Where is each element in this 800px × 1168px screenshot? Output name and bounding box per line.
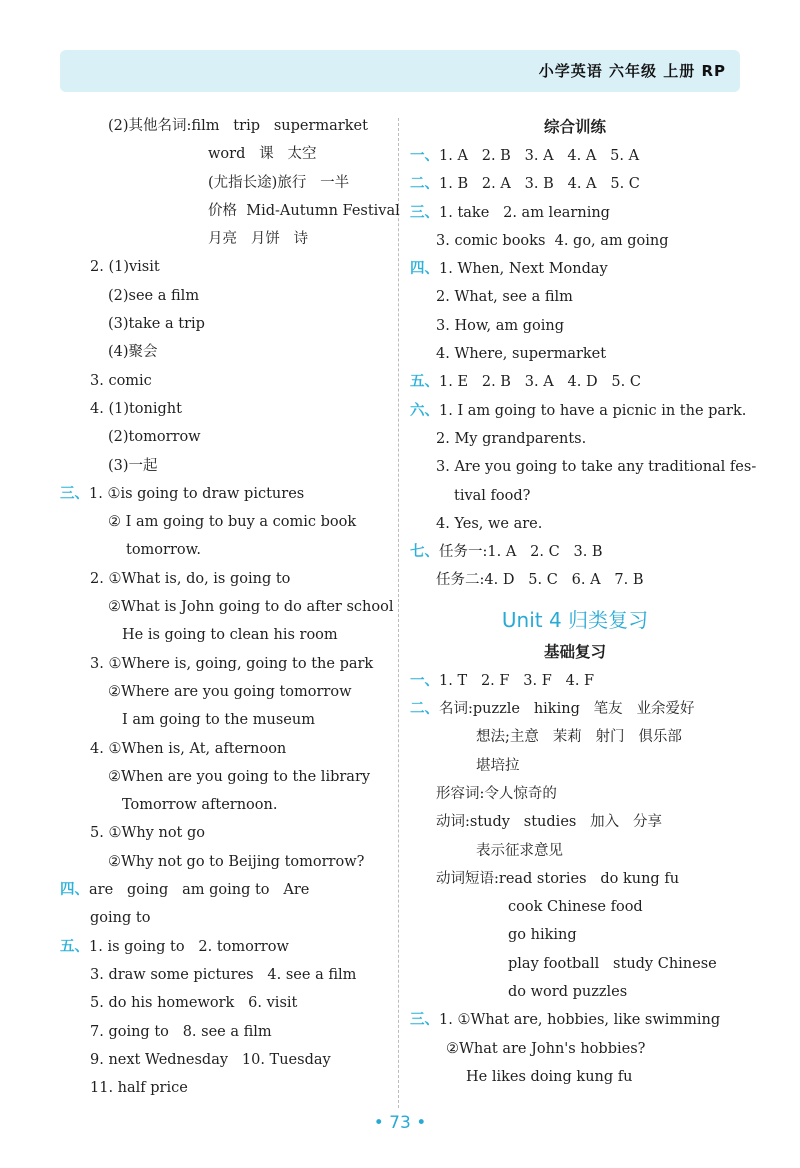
answer-text: Tomorrow afternoon.: [122, 797, 278, 814]
answer-line: [60, 1018, 394, 1046]
answer-text: 9. next Wednesday 10. Tuesday: [90, 1051, 331, 1068]
page-number: • 73 •: [373, 1113, 427, 1133]
answer-text: 2. What, see a film: [436, 289, 573, 306]
answer-line: [60, 848, 394, 876]
answer-text: (3)take a trip: [108, 316, 205, 333]
section-marker: 七、: [410, 544, 439, 561]
answer-line: [60, 763, 394, 791]
answer-line: [410, 950, 740, 978]
section-marker: 三、: [410, 1012, 439, 1029]
answer-line: [60, 933, 394, 961]
answer-text: 名词:puzzle hiking 笔友 业余爱好: [439, 701, 695, 718]
answer-text: 3. ①Where is, going, going to the park: [90, 655, 374, 672]
answer-line: [410, 170, 740, 198]
answer-text: 3. How, am going: [436, 317, 565, 334]
section-marker: 四、: [410, 261, 439, 278]
answer-line: [410, 893, 740, 921]
section-title-basic: 基础复习: [543, 642, 606, 661]
answer-text: play football study Chinese: [508, 955, 717, 972]
answer-text: 3. draw some pictures 4. see a film: [90, 966, 357, 983]
answer-text: 3. comic: [90, 372, 152, 389]
answer-text: word 课 太空: [208, 146, 317, 163]
answer-line: [410, 752, 740, 780]
answer-line: [410, 921, 740, 949]
answer-text: going to: [90, 910, 151, 927]
answer-line: [60, 650, 394, 678]
answer-line: [60, 112, 394, 140]
answer-line: [410, 453, 757, 481]
answer-text: 堪培拉: [476, 757, 520, 774]
answer-text: ② I am going to buy a comic book: [108, 514, 357, 531]
answer-text: 4. Where, supermarket: [436, 346, 607, 363]
section-marker: 五、: [410, 374, 439, 391]
section-marker: 二、: [410, 701, 439, 718]
answer-text: 1. take 2. am learning: [439, 204, 610, 221]
page-header-band: [60, 50, 740, 92]
answer-line: [410, 340, 740, 368]
answer-line: [410, 667, 740, 695]
answer-text: 动词:study studies 加入 分享: [436, 814, 662, 831]
answer-line: [60, 565, 394, 593]
answer-text: 价格 Mid-Autumn Festival: [208, 202, 400, 219]
comprehensive-answers: [410, 142, 757, 595]
answer-text: 想法;主意 茉莉 射门 俱乐部: [476, 729, 682, 746]
answer-line: [60, 621, 394, 649]
answer-line: [410, 978, 740, 1006]
answer-text: ②Where are you going tomorrow: [108, 683, 352, 700]
answer-text: ②Why not go to Beijing tomorrow?: [108, 853, 365, 870]
answer-line: [60, 423, 394, 451]
answer-text: go hiking: [508, 927, 577, 944]
answer-line: [60, 961, 394, 989]
answer-line: [60, 310, 394, 338]
answer-text: 2. (1)visit: [90, 259, 160, 276]
left-answer-column: [60, 112, 400, 1102]
answer-line: [60, 197, 400, 225]
answer-line: [60, 819, 394, 847]
section-marker: 一、: [410, 672, 439, 689]
answer-line: [60, 480, 394, 508]
section-marker: 二、: [410, 176, 439, 193]
answer-text: 1. I am going to have a picnic in the park.: [439, 402, 747, 419]
section-marker: 五、: [60, 938, 89, 955]
answer-line: [410, 368, 740, 396]
answer-text: cook Chinese food: [508, 899, 643, 916]
answer-line: [60, 536, 394, 564]
answer-line: [60, 593, 394, 621]
answer-line: [410, 397, 747, 425]
section-marker: 四、: [60, 882, 89, 899]
answer-line: [410, 482, 740, 510]
answer-text: (3)一起: [108, 457, 158, 474]
answer-text: ②What are John's hobbies?: [446, 1040, 646, 1057]
answer-line: [410, 142, 740, 170]
answer-line: [410, 837, 740, 865]
section-marker: 三、: [60, 485, 89, 502]
answer-text: 月亮 月饼 诗: [208, 231, 309, 248]
answer-text: 1. B 2. A 3. B 4. A 5. C: [439, 176, 640, 193]
answer-text: (尤指长途)旅行 一半: [208, 174, 350, 191]
answer-text: 4. ①When is, At, afternoon: [90, 740, 287, 757]
answer-line: [60, 1074, 394, 1102]
answer-text: 表示征求意见: [476, 842, 563, 859]
answer-text: He is going to clean his room: [122, 627, 338, 644]
right-answer-column: [410, 112, 757, 1091]
answer-text: 动词短语:read stories do kung fu: [436, 870, 680, 887]
answer-line: [410, 510, 740, 538]
answer-line: [60, 140, 394, 168]
answer-line: [410, 723, 740, 751]
answer-text: (2)其他名词:film trip supermarket: [108, 118, 368, 134]
answer-line: [410, 1006, 740, 1034]
answer-line: [60, 367, 394, 395]
answer-text: 形容词:令人惊奇的: [436, 785, 557, 802]
answer-text: ②When are you going to the library: [108, 768, 371, 785]
answer-text: I am going to the museum: [122, 712, 315, 729]
answer-text: 4. (1)tonight: [90, 400, 182, 417]
section-title-comprehensive: 综合训练: [543, 118, 606, 136]
answer-line: [60, 338, 394, 366]
answer-text: ②What is John going to do after school: [108, 599, 394, 616]
answer-line: [410, 283, 740, 311]
section-marker: 六、: [410, 402, 439, 419]
answer-line: [410, 538, 740, 566]
answer-text: 1. ①What are, hobbies, like swimming: [439, 1012, 721, 1029]
answer-text: 3. Are you going to take any traditional fes-: [436, 459, 757, 476]
answer-line: [60, 678, 394, 706]
answer-text: 1. T 2. F 3. F 4. F: [439, 672, 595, 689]
answer-text: (4)聚会: [108, 344, 158, 361]
answer-text: 1. is going to 2. tomorrow: [89, 938, 289, 955]
answer-line: [60, 253, 394, 281]
book-info: 小学英语 六年级 上册 RP: [538, 62, 726, 80]
section-marker: 三、: [410, 204, 439, 221]
answer-line: [410, 865, 740, 893]
answer-text: 5. ①Why not go: [90, 825, 206, 842]
answer-text: 1. When, Next Monday: [439, 261, 608, 278]
answer-line: [410, 780, 740, 808]
answer-text: 任务一:1. A 2. C 3. B: [439, 544, 603, 561]
answer-text: are going am going to Are: [89, 882, 310, 899]
answer-text: 7. going to 8. see a film: [90, 1023, 272, 1040]
answer-text: do word puzzles: [508, 984, 628, 1001]
answer-line: [60, 452, 394, 480]
answer-line: [60, 1046, 394, 1074]
answer-line: [60, 508, 394, 536]
answer-line: [410, 312, 740, 340]
answer-line: [410, 566, 740, 594]
answer-line: [410, 425, 740, 453]
answer-line: [410, 1063, 740, 1091]
answer-text: (2)see a film: [108, 287, 200, 304]
answer-line: [60, 395, 394, 423]
answer-line: [60, 706, 394, 734]
answer-text: 2. My grandparents.: [436, 430, 587, 447]
answer-text: 1. ①is going to draw pictures: [89, 485, 305, 502]
answer-text: tival food?: [454, 487, 531, 504]
answer-line: [60, 904, 394, 932]
answer-text: 3. comic books 4. go, am going: [436, 232, 669, 249]
section-marker: 一、: [410, 148, 439, 164]
answer-line: [60, 791, 394, 819]
answer-line: [60, 225, 394, 253]
answer-text: (2)tomorrow: [108, 429, 201, 446]
answer-text: He likes doing kung fu: [466, 1068, 633, 1085]
answer-line: [410, 227, 740, 255]
answer-line: [410, 808, 740, 836]
answer-text: 任务二:4. D 5. C 6. A 7. B: [436, 572, 644, 589]
answer-line: [410, 1035, 740, 1063]
answer-line: [60, 169, 394, 197]
answer-text: 5. do his homework 6. visit: [90, 995, 298, 1012]
answer-line: [410, 255, 740, 283]
answer-text: 2. ①What is, do, is going to: [90, 570, 291, 587]
answer-text: 1. E 2. B 3. A 4. D 5. C: [439, 374, 641, 391]
unit-title: Unit 4 归类复习: [501, 607, 649, 632]
answer-text: tomorrow.: [126, 542, 201, 559]
answer-text: 1. A 2. B 3. A 4. A 5. A: [439, 148, 640, 164]
answer-line: [410, 199, 740, 227]
answer-line: [60, 989, 394, 1017]
basic-review-answers: [410, 667, 740, 1091]
answer-line: [410, 695, 740, 723]
answer-text: 4. Yes, we are.: [436, 515, 543, 532]
answer-line: [60, 735, 394, 763]
answer-text: 11. half price: [90, 1080, 188, 1097]
answer-line: [60, 876, 394, 904]
column-divider: [398, 118, 399, 1108]
answer-line: [60, 282, 394, 310]
